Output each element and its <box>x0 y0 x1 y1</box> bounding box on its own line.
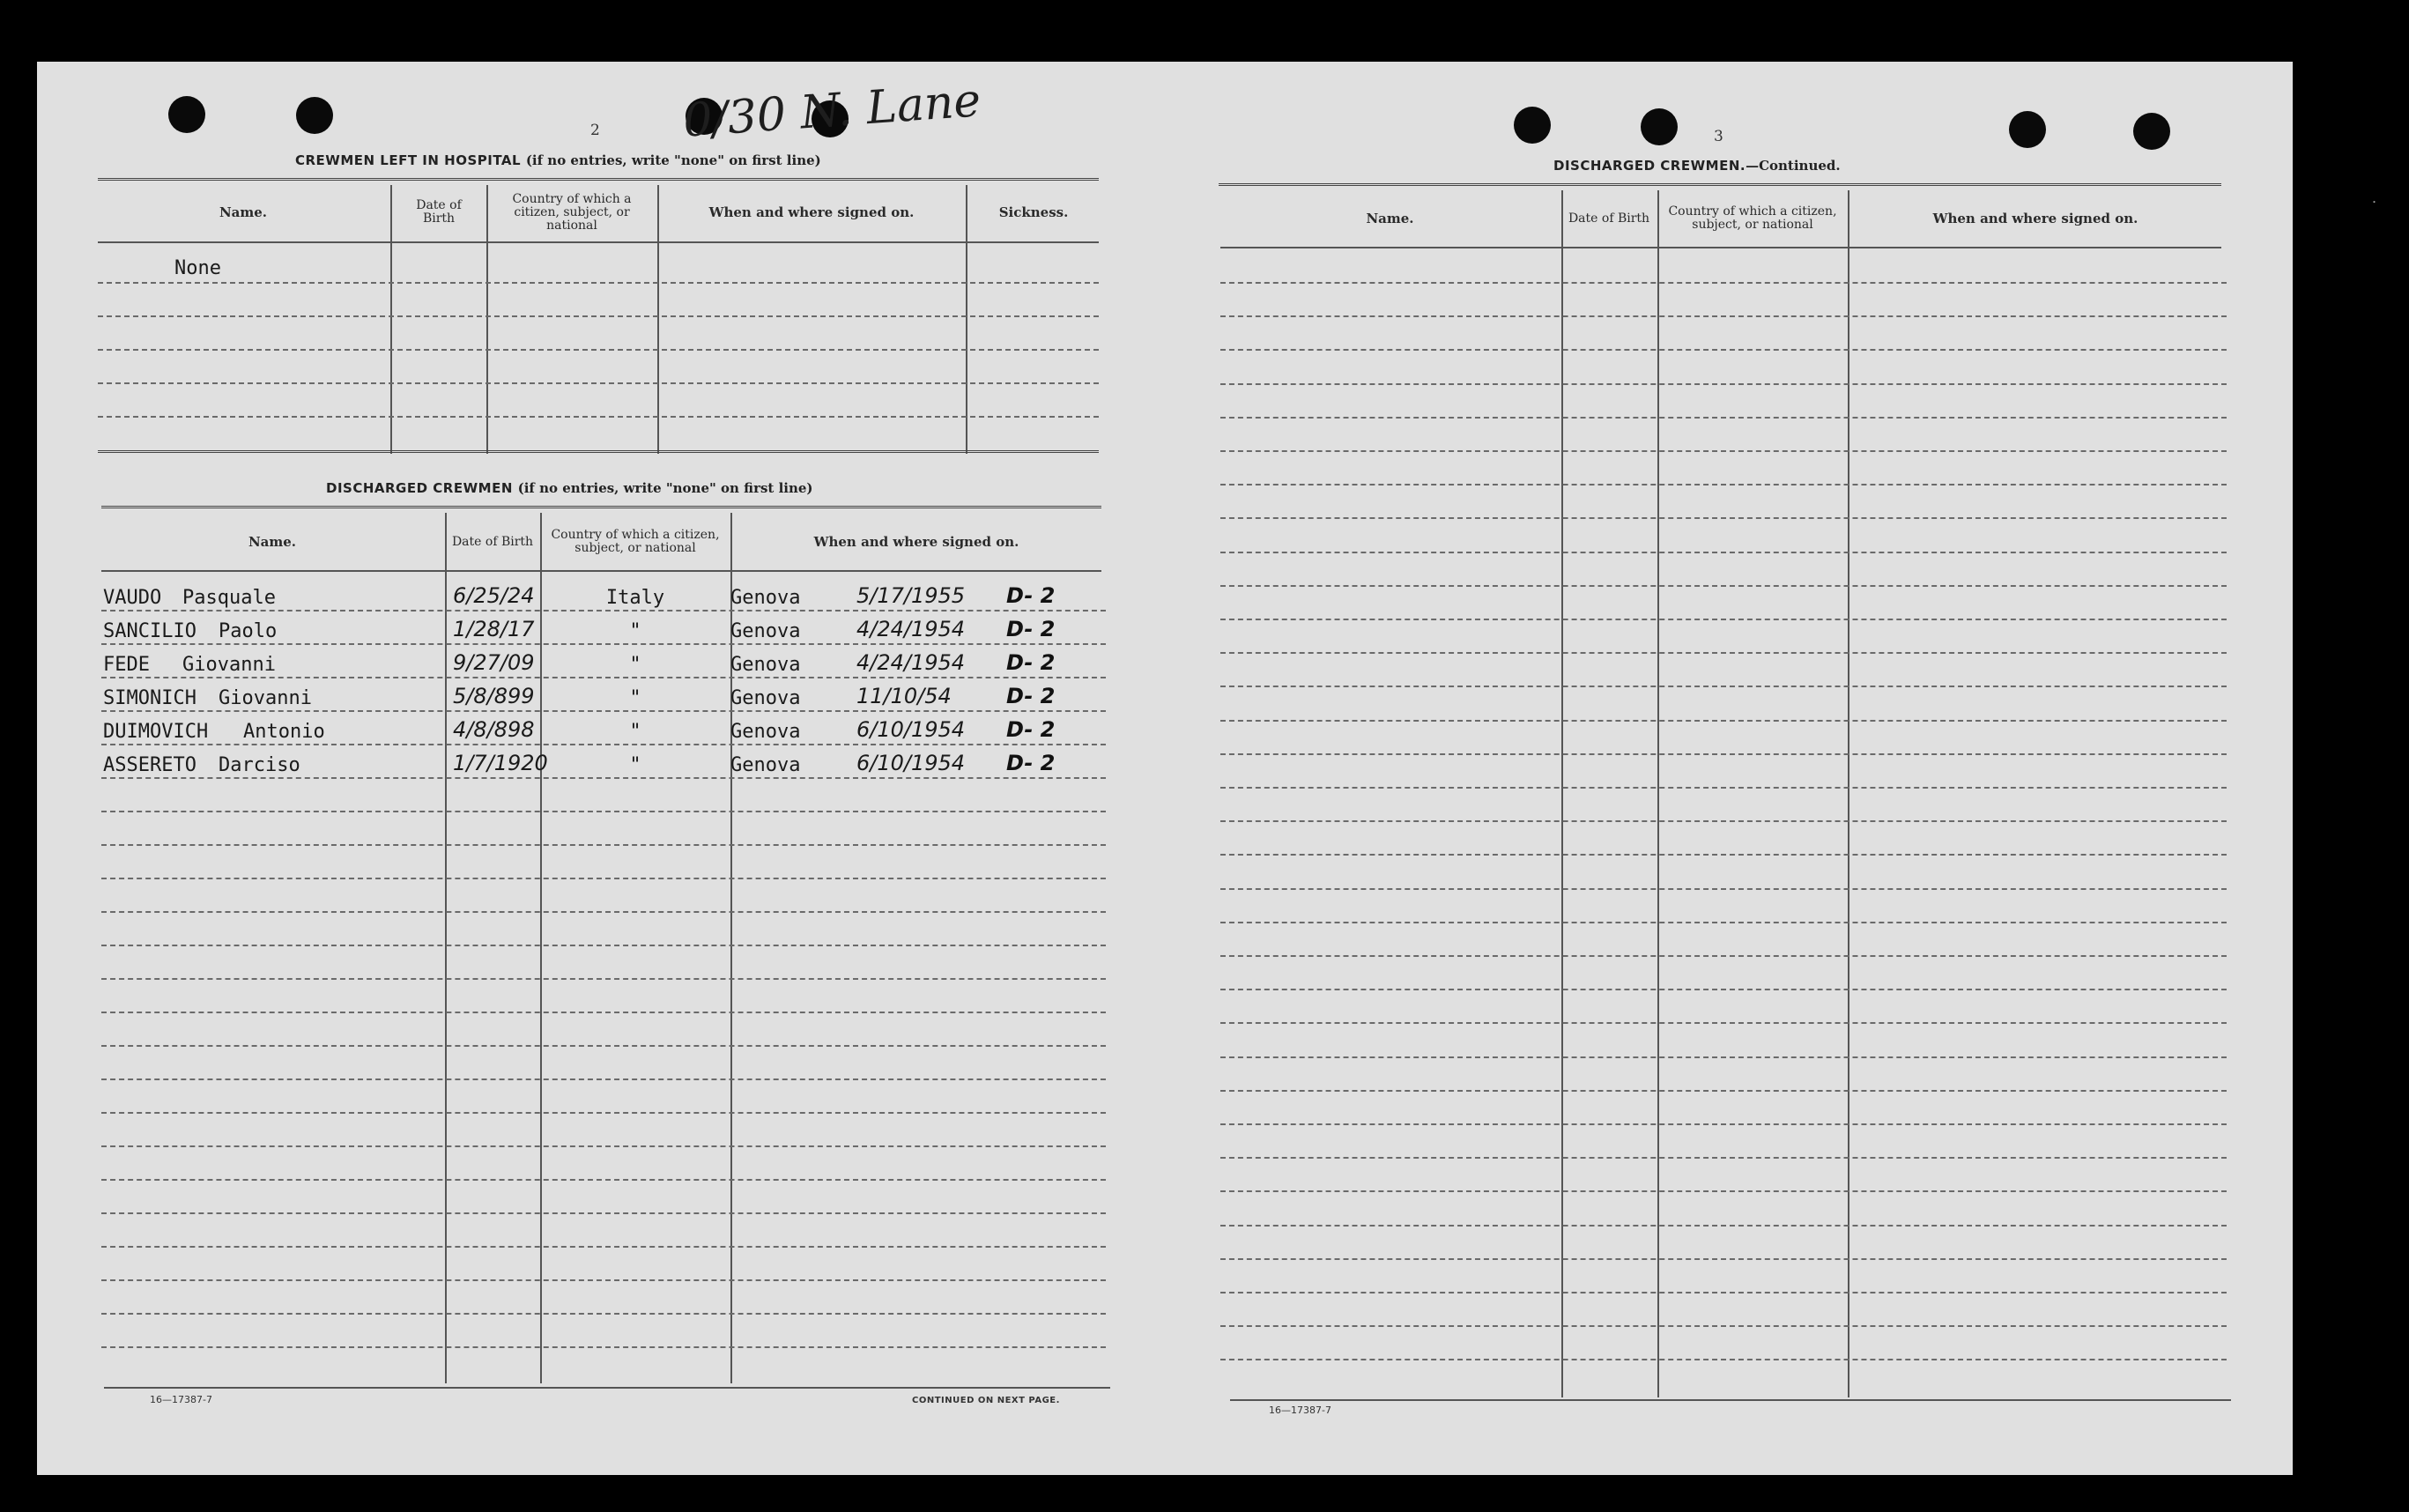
crewman-signed-date: 11/10/54 <box>856 684 952 708</box>
entry-line <box>1220 450 2227 452</box>
hospital-title: CREWMEN LEFT IN HOSPITAL <box>295 152 522 168</box>
crewman-signed-date: 5/17/1955 <box>856 583 966 608</box>
entry-line <box>98 315 1099 317</box>
entry-line <box>1220 753 2227 755</box>
entry-line <box>101 1045 1106 1047</box>
crewman-surname: SIMONICH <box>103 687 196 709</box>
entry-line <box>1220 349 2227 351</box>
entry-line <box>101 1279 1106 1281</box>
crewman-dob: 1/28/17 <box>453 617 535 641</box>
entry-line <box>101 677 1106 678</box>
crewman-country: " <box>629 754 641 776</box>
crewman-signed-date: 4/24/1954 <box>856 650 966 675</box>
rule <box>98 178 1099 181</box>
header-country: Country of which a citizen, subject, or national <box>1668 204 1837 232</box>
entry-line <box>1220 417 2227 419</box>
punch-hole <box>296 97 333 134</box>
entry-line <box>101 643 1106 645</box>
entry-line <box>101 1112 1106 1114</box>
entry-line <box>1220 1325 2227 1327</box>
entry-line <box>1220 315 2227 317</box>
continued-suffix: —Continued. <box>1746 158 1841 174</box>
crewman-surname: DUIMOVICH <box>103 721 209 743</box>
entry-line <box>1220 652 2227 654</box>
entry-line <box>1220 820 2227 822</box>
punch-hole <box>2133 113 2170 150</box>
entry-line <box>1220 619 2227 620</box>
handwritten-annotation: 0/30 N. Lane <box>681 74 983 148</box>
form-number: 16—17387-7 <box>1269 1405 1331 1416</box>
entry-line <box>1220 888 2227 890</box>
entry-line <box>98 349 1099 351</box>
entry-line <box>98 416 1099 418</box>
crewman-given-name: Paolo <box>219 620 278 642</box>
header-dob: Date of Birth <box>451 534 534 549</box>
punch-hole <box>1641 108 1678 145</box>
rule <box>98 450 1099 453</box>
entry-line <box>1220 517 2227 519</box>
crewman-signed-port: Genova <box>730 754 801 776</box>
entry-line <box>1220 686 2227 687</box>
hospital-section-title <box>295 152 821 168</box>
header-country: Country of which a citizen, subject, or national <box>512 191 632 233</box>
entry-line <box>98 282 1099 284</box>
hospital-first-entry: None <box>174 257 221 279</box>
scan-speck: ˙ <box>2370 199 2378 218</box>
entry-line <box>1220 484 2227 485</box>
crewman-surname: SANCILIO <box>103 620 196 642</box>
entry-line <box>101 1313 1106 1315</box>
entry-line <box>101 1246 1106 1248</box>
column-divider <box>966 185 967 454</box>
crewman-signed-port: Genova <box>730 687 801 709</box>
punch-hole <box>2009 111 2046 148</box>
discharged-note: (if no entries, write "none" on first line) <box>517 480 813 496</box>
crewman-signed-port: Genova <box>730 654 801 676</box>
discharged-title: DISCHARGED CREWMEN <box>326 480 513 496</box>
entry-line <box>98 382 1099 384</box>
entry-line <box>1220 585 2227 587</box>
entry-line <box>101 710 1106 712</box>
entry-line <box>101 911 1106 913</box>
crewman-country: " <box>629 654 641 676</box>
crewman-surname: VAUDO <box>103 587 162 609</box>
entry-line <box>101 744 1106 745</box>
bottom-rule <box>1230 1399 2231 1401</box>
form-number: 16—17387-7 <box>150 1394 212 1405</box>
crewman-country: " <box>629 687 641 709</box>
entry-line <box>101 1346 1106 1348</box>
entry-line <box>1220 1190 2227 1192</box>
crewman-disposition-mark: D- 2 <box>1006 583 1056 608</box>
crewman-given-name: Pasquale <box>182 587 276 609</box>
punch-hole <box>168 96 205 133</box>
column-divider <box>657 185 659 454</box>
column-divider <box>390 185 392 454</box>
entry-line <box>101 945 1106 946</box>
hospital-note: (if no entries, write "none" on first line) <box>525 152 821 168</box>
crewman-dob: 5/8/899 <box>453 684 535 708</box>
entry-line <box>1220 383 2227 385</box>
header-country: Country of which a citizen, subject, or national <box>551 528 720 555</box>
crewman-dob: 9/27/09 <box>453 650 535 675</box>
entry-line <box>101 777 1106 779</box>
crewman-disposition-mark: D- 2 <box>1006 684 1056 708</box>
entry-line <box>101 844 1106 846</box>
bottom-rule <box>104 1387 1110 1389</box>
rule <box>101 506 1101 508</box>
entry-line <box>101 1078 1106 1080</box>
entry-line <box>101 811 1106 812</box>
page-number: 3 <box>1714 128 1723 145</box>
header-signed: When and where signed on. <box>708 204 915 220</box>
entry-line <box>1220 1258 2227 1260</box>
crewman-signed-port: Genova <box>730 587 801 609</box>
crewman-country: " <box>629 721 641 743</box>
crewman-signed-date: 6/10/1954 <box>856 751 966 775</box>
crewman-signed-port: Genova <box>730 721 801 743</box>
entry-line <box>101 1012 1106 1013</box>
entry-line <box>101 1179 1106 1181</box>
header-rule <box>98 241 1099 243</box>
header-name: Name. <box>1366 210 1414 226</box>
continued-title: DISCHARGED CREWMEN. <box>1553 158 1746 174</box>
discharged-section-title <box>326 480 813 496</box>
entry-line <box>1220 922 2227 923</box>
header-rule <box>101 570 1101 572</box>
continued-section-title <box>1553 158 1841 174</box>
continued-note: CONTINUED ON NEXT PAGE. <box>912 1396 1060 1405</box>
crewman-dob: 1/7/1920 <box>453 751 548 775</box>
header-dob: Date of Birth <box>416 198 462 226</box>
header-name: Name. <box>248 533 297 550</box>
entry-line <box>1220 1056 2227 1058</box>
crewman-disposition-mark: D- 2 <box>1006 751 1056 775</box>
entry-line <box>101 610 1106 611</box>
entry-line <box>1220 552 2227 553</box>
entry-line <box>1220 1292 2227 1293</box>
entry-line <box>1220 787 2227 789</box>
crewman-signed-port: Genova <box>730 620 801 642</box>
entry-line <box>1220 720 2227 722</box>
entry-line <box>1220 854 2227 856</box>
column-divider <box>1657 190 1659 1397</box>
entry-line <box>101 1212 1106 1214</box>
entry-line <box>1220 955 2227 957</box>
header-sickness: Sickness. <box>998 204 1069 220</box>
crewman-given-name: Darciso <box>219 754 300 776</box>
header-dob: Date of Birth <box>1568 211 1650 226</box>
entry-line <box>101 978 1106 980</box>
column-divider <box>1848 190 1849 1397</box>
entry-line <box>1220 1090 2227 1092</box>
crewman-surname: ASSERETO <box>103 754 196 776</box>
header-signed: When and where signed on. <box>813 533 1019 550</box>
header-rule <box>1220 247 2221 248</box>
entry-line <box>1220 1225 2227 1227</box>
header-name: Name. <box>219 204 268 220</box>
scanned-sheet <box>37 62 2293 1475</box>
punch-hole <box>1514 107 1551 144</box>
crewman-given-name: Giovanni <box>219 687 312 709</box>
entry-line <box>1220 1123 2227 1125</box>
crewman-disposition-mark: D- 2 <box>1006 617 1056 641</box>
entry-line <box>101 878 1106 879</box>
crewman-signed-date: 6/10/1954 <box>856 717 966 742</box>
column-divider <box>486 185 488 454</box>
crewman-given-name: Antonio <box>243 721 325 743</box>
page-number: 2 <box>590 122 600 139</box>
entry-line <box>1220 1157 2227 1159</box>
header-signed: When and where signed on. <box>1932 210 2138 226</box>
column-divider <box>1561 190 1563 1397</box>
crewman-given-name: Giovanni <box>182 654 276 676</box>
crewman-disposition-mark: D- 2 <box>1006 717 1056 742</box>
crewman-dob: 6/25/24 <box>453 583 535 608</box>
crewman-dob: 4/8/898 <box>453 717 535 742</box>
entry-line <box>1220 282 2227 284</box>
crewman-disposition-mark: D- 2 <box>1006 650 1056 675</box>
crewman-country: " <box>629 620 641 642</box>
rule <box>1219 183 2221 186</box>
entry-line <box>1220 1022 2227 1024</box>
entry-line <box>1220 989 2227 990</box>
crewman-country: Italy <box>605 587 665 609</box>
entry-line <box>1220 1359 2227 1360</box>
crewman-signed-date: 4/24/1954 <box>856 617 966 641</box>
crewman-surname: FEDE <box>103 654 150 676</box>
entry-line <box>101 1145 1106 1147</box>
